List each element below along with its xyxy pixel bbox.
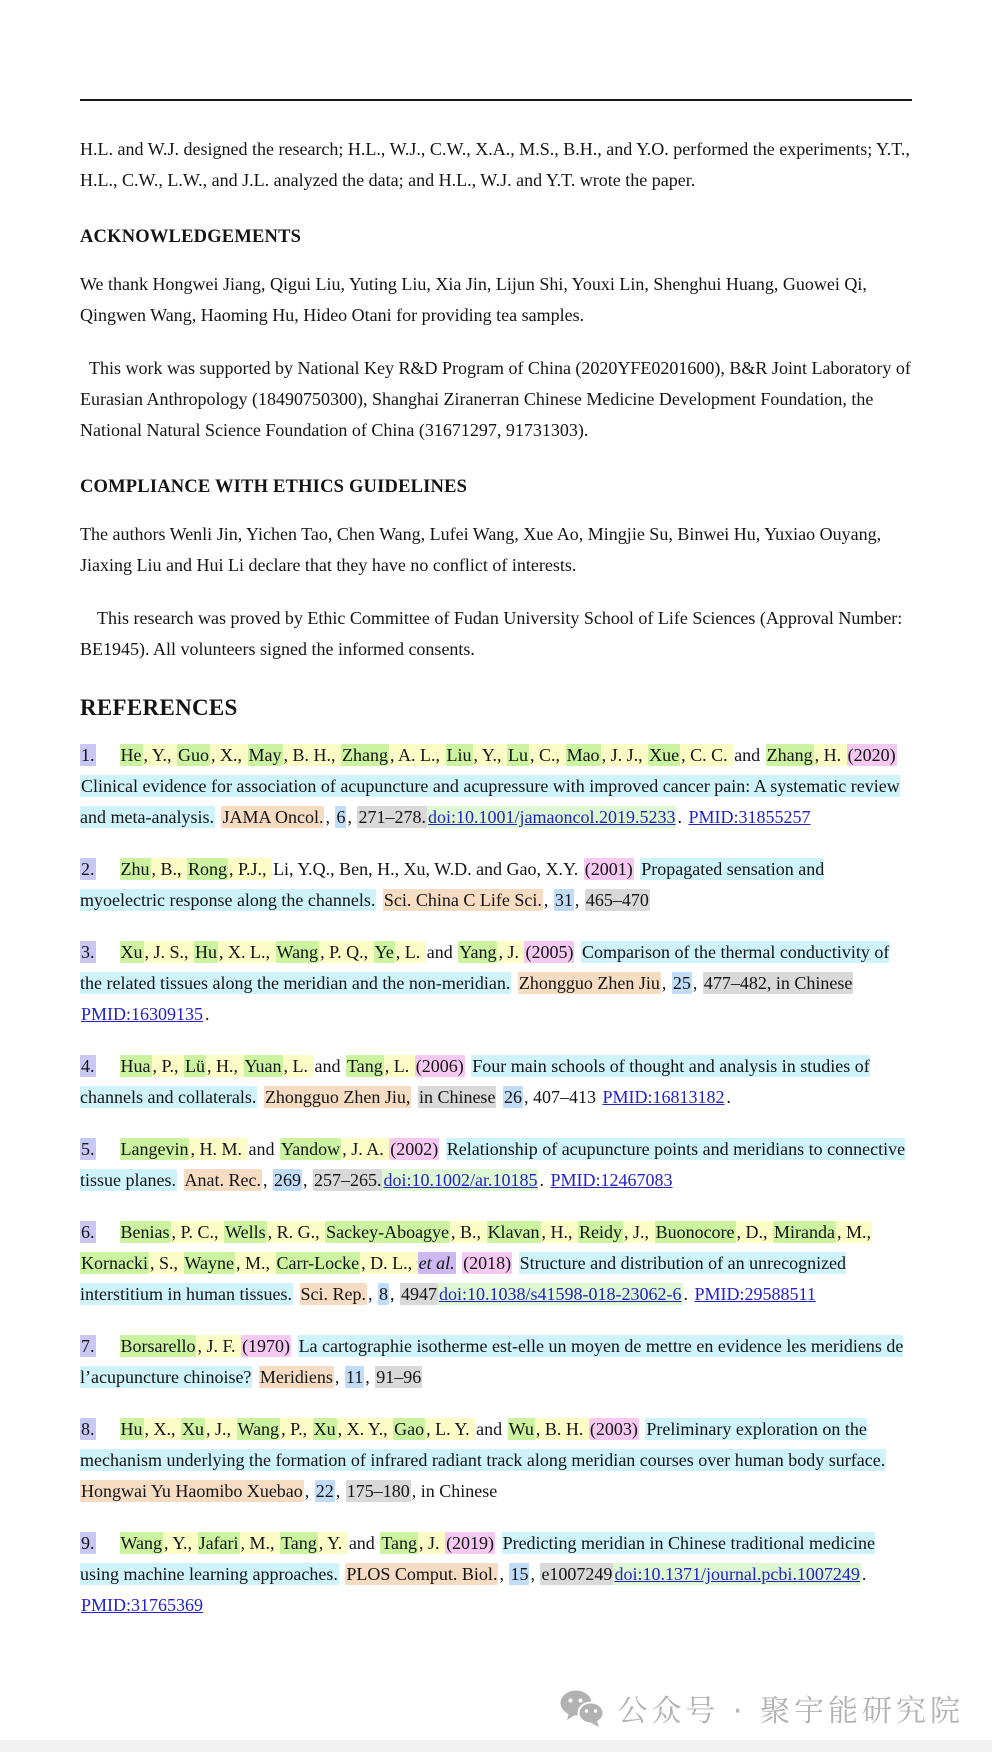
author-surname: Wang [120,1533,163,1553]
author-surname: Lü [185,1056,206,1076]
watermark-text: 公众号 · 聚宇能研究院 [617,1694,964,1729]
pmid-link[interactable]: PMID:29588511 [694,1284,816,1304]
header-rule [80,99,912,101]
article-title: Four main schools of thought and analysis in studies of channels and collaterals. [80,1056,870,1107]
article-title: Clinical evidence for association of acupuncture and acupressure with improved cancer pain: A systematic review and meta-analysis. [80,776,900,827]
author-initials: , H. M. [190,1139,247,1159]
ref-text [897,744,899,766]
pmid-link[interactable]: PMID:16309135 [81,1004,204,1024]
doi-link[interactable]: doi:10.1001/jamaoncol.2019.5233 [427,807,676,827]
author-surname: Hua [120,1056,151,1076]
author-surname: Guo [178,745,210,765]
page-range: in Chinese [418,1087,496,1107]
author-initials: , R. G., [267,1222,325,1242]
contributions-paragraph: H.L. and W.J. designed the research; H.L., W.J., C.W., X.A., M.S., B.H., and Y.O. performed the experiments; Y.T., H.L., C.W., L.W., and J.L. analyzed the data; and H.L., W.J. and Y.T. wrote the paper. [80,139,910,190]
ref-text [257,1086,264,1108]
pub-year: (2019) [446,1533,495,1553]
acknowledgements-paragraph-1: We thank Hongwei Jiang, Qigui Liu, Yuting Liu, Xia Jin, Lijun Shi, Youxi Lin, Shenghui Huang, Guowei Qi, Qingwen Wang, Haoming Hu, Hideo Otani for providing tea samples. [80,274,867,325]
reference-number: 1. [81,745,95,765]
reference-item [80,1331,912,1393]
ethics-paragraph-1: The authors Wenli Jin, Yichen Tao, Chen Wang, Lufei Wang, Xue Ao, Mingjie Su, Binwei Hu, Yuxiao Ouyang, Jiaxing Liu and Hui Li declare that they have no conflict of interests. [80,524,882,575]
author-surname: Zhang [342,745,389,765]
reference-number: 7. [81,1336,95,1356]
ref-text [574,941,581,963]
references-list [80,740,912,1621]
paper-page [0,99,992,1621]
author-surname: Zhang [766,745,813,765]
volume-number: 22 [315,1481,334,1501]
ref-text: , [347,807,357,827]
author-surname: Wells [225,1222,266,1242]
ref-text: , [530,1564,540,1584]
page-range: 257–265. [313,1170,382,1190]
ref-text: . [205,1004,210,1024]
author-surname: Carr-Locke [276,1253,360,1273]
author-initials: , Y., [473,745,507,765]
author-surname: Borsarello [120,1336,196,1356]
author-initials: , X., [144,1419,180,1439]
ref-text [293,1283,300,1305]
reference-number: 9. [81,1533,95,1553]
pub-year: (2006) [415,1056,464,1076]
author-initials: , B., [451,1222,486,1242]
ref-text [496,1086,503,1108]
author-surname: Xu [182,1419,204,1439]
ref-text: , [334,1367,344,1387]
references-heading: REFERENCES [80,695,238,720]
ref-text: , [661,973,671,993]
author-surname: Hu [195,942,218,962]
pub-year: (2005) [525,942,574,962]
author-surname: Wang [276,942,319,962]
doi-link[interactable]: doi:10.1371/journal.pcbi.1007249 [614,1564,860,1584]
ref-text: , [365,1367,375,1387]
ref-text: , [262,1170,272,1190]
author-surname: Rong [188,859,228,879]
journal-name: JAMA Oncol. [222,807,324,827]
author-initials: , L. [283,1056,313,1076]
author-initials: , Y., [164,1533,197,1553]
author-initials: , X. Y., [337,1419,393,1439]
ref-text: Li, Y.Q., Ben, H., Xu, W.D. and Gao, X.Y. [273,859,583,879]
ref-text [439,1138,446,1160]
ref-text [411,1086,418,1108]
ref-text: and [734,745,765,765]
author-initials: , P. Q., [320,942,373,962]
author-initials: , C. C. [681,745,733,765]
pmid-link[interactable]: PMID:31765369 [81,1595,204,1615]
author-surname: Gao [394,1419,425,1439]
reference-number: 6. [81,1222,95,1242]
author-surname: Tang [381,1533,418,1553]
doi-link[interactable]: doi:10.1002/ar.10185 [383,1170,538,1190]
reference-item [80,1528,912,1621]
author-initials: , L. [384,1056,414,1076]
ref-text: , [304,1481,314,1501]
page-range: 91–96 [376,1367,422,1387]
article-title: Predicting meridian in Chinese traditional medicine using machine learning approaches. [80,1533,875,1584]
ref-text [177,1169,184,1191]
pub-year: (2018) [463,1253,512,1273]
ref-text: and [248,1139,279,1159]
volume-number: 25 [672,973,691,993]
author-initials: , X., [211,745,247,765]
author-initials: , H., [207,1056,243,1076]
ref-text: , [325,807,335,827]
ref-text [886,1449,888,1471]
author-initials: , D., [736,1222,773,1242]
author-initials: , Y. [318,1533,347,1553]
author-surname: Xu [120,942,143,962]
pmid-link[interactable]: PMID:12467083 [550,1170,673,1190]
volume-number: 11 [345,1367,364,1387]
volume-number: 15 [510,1564,529,1584]
volume-number: 26 [503,1087,522,1107]
author-surname: Xu [313,1419,336,1439]
pub-year: (2002) [390,1139,439,1159]
reference-number: 2. [81,859,95,879]
page-range: 465–470 [585,890,649,910]
journal-name: Zhongguo Zhen Jiu, [264,1087,411,1107]
ref-text: . [683,1284,693,1304]
author-surname: Reidy [579,1222,623,1242]
ref-text: , [543,890,553,910]
pmid-link[interactable]: PMID:16813182 [602,1087,725,1107]
author-initials: , S., [149,1253,183,1273]
author-surname: Xue [649,745,680,765]
author-initials: , L. Y. [426,1419,475,1439]
author-initials: , J. J., [601,745,648,765]
journal-name: Sci. China C Life Sci. [383,890,542,910]
ref-text [511,972,518,994]
author-initials: , M., [236,1253,275,1273]
ref-text: , in Chinese [411,1481,498,1501]
volume-number: 8 [379,1284,388,1304]
ref-text: . [726,1087,731,1107]
journal-name: Hongwai Yu Haomibo Xuebao [81,1481,303,1501]
author-initials: , L. [395,942,425,962]
pub-year: (2001) [584,859,633,879]
ref-text: , [499,1564,509,1584]
wechat-icon [559,1688,605,1728]
reference-number: 8. [81,1419,95,1439]
ref-text: , [574,890,584,910]
ethics-heading: COMPLIANCE WITH ETHICS GUIDELINES [80,477,468,497]
author-initials: , B. H., [283,745,341,765]
author-surname: Buonocore [655,1222,735,1242]
ref-text: and [348,1533,380,1553]
author-surname: Miranda [774,1222,836,1242]
ref-text: . [677,807,687,827]
author-initials: , M., [240,1533,280,1553]
page-range: 271–278. [358,807,426,827]
author-initials: , P.J., [229,859,272,879]
author-initials: , J. [419,1533,445,1553]
ref-text: . [539,1170,549,1190]
acknowledgements-heading: ACKNOWLEDGEMENTS [80,227,302,247]
author-surname: Yang [459,942,497,962]
ref-text: , [302,1170,312,1190]
reference-item [80,740,912,833]
journal-name: Meridiens [259,1367,333,1387]
author-initials: , H. [814,745,846,765]
author-initials: , B., [151,859,187,879]
journal-name: Sci. Rep. [300,1284,366,1304]
bottom-strip [0,1740,992,1752]
volume-number: 31 [554,890,573,910]
author-initials: , P. C., [171,1222,224,1242]
author-surname: Klavan [487,1222,540,1242]
author-initials: , Y., [143,745,177,765]
ref-text: and [426,942,458,962]
author-surname: Jafari [198,1533,239,1553]
author-surname: Hu [120,1419,143,1439]
doi-link[interactable]: doi:10.1038/s41598-018-23062-6 [439,1284,682,1304]
reference-item [80,1134,912,1196]
author-surname: Wang [237,1419,280,1439]
ref-text: , [390,1284,399,1304]
reference-item [80,1414,912,1507]
ref-text: . [861,1564,867,1584]
reference-number: 3. [81,942,95,962]
author-surname: Sackey-Aboagye [326,1222,450,1242]
author-initials: , D. L., [361,1253,417,1273]
author-surname: Zhu [120,859,150,879]
pub-year: (2003) [589,1419,638,1439]
author-initials: , H., [541,1222,578,1242]
page-range: 477–482, in Chinese [703,973,853,993]
pub-year: (1970) [242,1336,291,1356]
author-initials: , C., [530,745,565,765]
volume-number: 6 [336,807,346,827]
author-surname: Wayne [184,1253,235,1273]
ref-text [376,889,383,911]
author-initials: , J. A. [342,1139,389,1159]
author-initials: , J. [498,942,524,962]
ref-text: , [368,1284,377,1304]
page-range: e1007249 [541,1564,613,1584]
ref-text: and [476,1419,507,1439]
ethics-paragraph-2: This research was proved by Ethic Committee of Fudan University School of Life Sciences (Approval Number: BE1945). All volunteers signed the informed consents. [80,608,903,659]
ref-text [291,1335,298,1357]
ref-text: , 407–413 [523,1087,601,1107]
author-initials: , J., [206,1419,236,1439]
journal-name: Zhongguo Zhen Jiu [518,973,660,993]
author-surname: Wu [508,1419,534,1439]
author-initials: , J. S., [144,942,194,962]
author-surname: He [120,745,142,765]
author-surname: Tang [281,1533,317,1553]
reference-number: 5. [81,1139,95,1159]
pmid-link[interactable]: PMID:31855257 [688,807,811,827]
reference-item [80,1217,912,1310]
author-surname: Liu [446,745,472,765]
ref-text: , [692,973,702,993]
journal-name: PLOS Comput. Biol. [346,1564,498,1584]
et-al: et al. [418,1253,455,1273]
article-title: Relationship of acupuncture points and meridians to connective tissue planes. [80,1139,906,1190]
watermark [559,1686,964,1730]
author-initials: , J. F. [197,1336,241,1356]
author-surname: Yandow [281,1139,341,1159]
ref-text: , [335,1481,345,1501]
author-initials: , X. L., [219,942,275,962]
author-initials: , J., [624,1222,654,1242]
reference-item [80,937,912,1030]
reference-item [80,1051,912,1113]
author-surname: Yuan [244,1056,282,1076]
pub-year: (2020) [847,745,896,765]
acknowledgements-paragraph-2: This work was supported by National Key R&D Program of China (2020YFE0201600), B&R Joint Laboratory of Eurasian Anthropology (18490750300), Shanghai Ziranerran Chinese Medicine Development Foundation, the National Natural Science Foundation of China (31671297, 91731303). [80,358,911,440]
reference-item [80,854,912,916]
author-initials: , A. L., [390,745,445,765]
author-initials: , M., [837,1222,872,1242]
reference-number: 4. [81,1056,95,1076]
ref-text [252,1366,259,1388]
article-title: Structure and distribution of an unrecognized interstitium in human tissues. [80,1253,847,1304]
author-surname: Ye [374,942,394,962]
page-range: 175–180 [346,1481,410,1501]
volume-number: 269 [273,1170,301,1190]
author-surname: Mao [566,745,600,765]
author-initials: , B. H. [535,1419,588,1439]
author-surname: Langevin [120,1139,189,1159]
article-title: Preliminary exploration on the mechanism underlying the formation of infrared radiant track along meridian courses over human body surface. [80,1419,886,1470]
author-surname: May [248,745,282,765]
ref-text [495,1532,502,1554]
author-initials: , P., [152,1056,184,1076]
author-surname: Kornacki [81,1253,148,1273]
page-range: 4947 [401,1284,437,1304]
article-title: Comparison of the thermal conductivity of the related tissues along the meridian and the non-meridian. [80,942,890,993]
article-title: Propagated sensation and myoelectric response along the channels. [80,859,825,910]
journal-name: Anat. Rec. [184,1170,261,1190]
author-surname: Benias [120,1222,170,1242]
article-title: La cartographie isotherme est-elle un moyen de mettre en evidence les meridiens de l’acupuncture chinoise? [80,1336,904,1387]
ref-text: and [314,1056,346,1076]
author-initials: , P., [281,1419,312,1439]
ref-text [853,972,855,994]
author-surname: Tang [347,1056,383,1076]
ref-text [512,1252,519,1274]
author-surname: Lu [508,745,529,765]
